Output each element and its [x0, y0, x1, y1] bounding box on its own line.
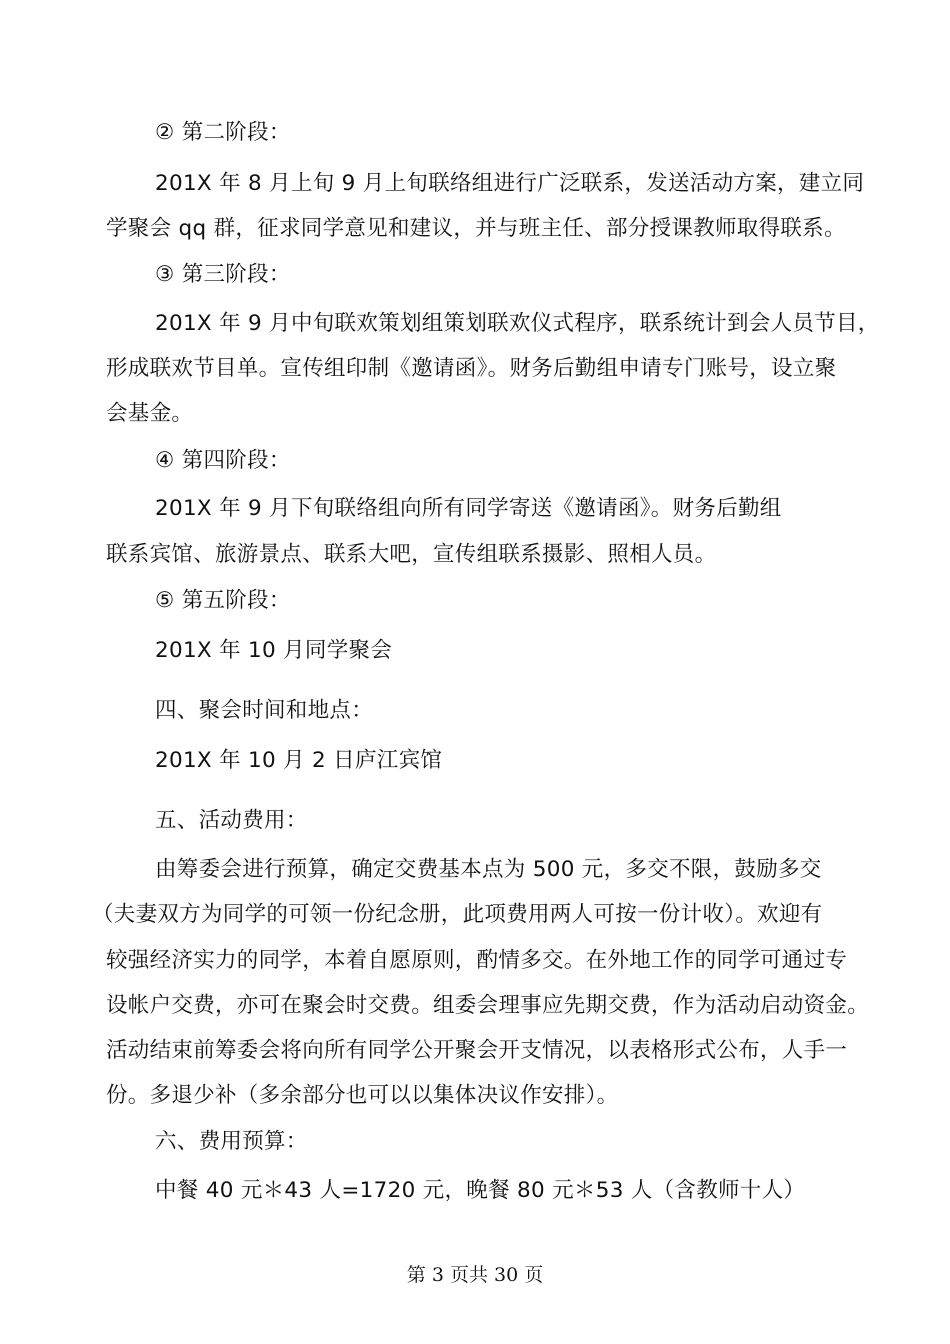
- section-five-heading: 五、活动费用：: [155, 808, 308, 833]
- paragraph-line: 201X 年 10 月 2 日庐江宾馆: [155, 748, 443, 773]
- stage-five-heading: ⑤ 第五阶段：: [155, 588, 291, 613]
- paragraph-line: 联系宾馆、旅游景点、联系大吧，宣传组联系摄影、照相人员。: [106, 542, 717, 567]
- paragraph-line: 由筹委会进行预算，确定交费基本点为 500 元，多交不限，鼓励多交: [155, 857, 822, 882]
- paragraph-line: 学聚会 qq 群，征求同学意见和建议，并与班主任、部分授课教师取得联系。: [106, 216, 846, 241]
- paragraph-line: 活动结束前筹委会将向所有同学公开聚会开支情况，以表格形式公布，人手一: [106, 1038, 848, 1063]
- paragraph-line: 201X 年 9 月下旬联络组向所有同学寄送《邀请函》。财务后勤组: [155, 496, 782, 521]
- paragraph-line: 201X 年 9 月中旬联欢策划组策划联欢仪式程序，联系统计到会人员节目，: [155, 311, 880, 336]
- page-number-footer: 第 3 页共 30 页: [406, 1264, 544, 1286]
- stage-three-heading: ③ 第三阶段：: [155, 262, 291, 287]
- stage-two-heading: ② 第二阶段：: [155, 120, 291, 145]
- stage-four-heading: ④ 第四阶段：: [155, 448, 291, 473]
- paragraph-line: 形成联欢节目单。宣传组印制《邀请函》。财务后勤组申请专门账号，设立聚: [106, 356, 837, 381]
- paragraph-line: （夫妻双方为同学的可领一份纪念册，此项费用两人可按一份计收）。欢迎有: [92, 902, 823, 927]
- paragraph-line: 设帐户交费，亦可在聚会时交费。组委会理事应先期交费，作为活动启动资金。: [106, 993, 870, 1018]
- paragraph-line: 份。多退少补（多余部分也可以以集体决议作安排）。: [106, 1083, 619, 1108]
- paragraph-line: 201X 年 8 月上旬 9 月上旬联络组进行广泛联系，发送活动方案，建立同: [155, 171, 865, 196]
- section-four-heading: 四、聚会时间和地点：: [155, 698, 374, 723]
- paragraph-line: 较强经济实力的同学，本着自愿原则，酌情多交。在外地工作的同学可通过专: [106, 948, 848, 973]
- paragraph-line: 201X 年 10 月同学聚会: [155, 638, 393, 663]
- paragraph-line: 会基金。: [106, 401, 194, 426]
- section-six-heading: 六、费用预算：: [155, 1129, 308, 1154]
- paragraph-line: 中餐 40 元＊43 人=1720 元，晚餐 80 元＊53 人（含教师十人）: [155, 1178, 806, 1203]
